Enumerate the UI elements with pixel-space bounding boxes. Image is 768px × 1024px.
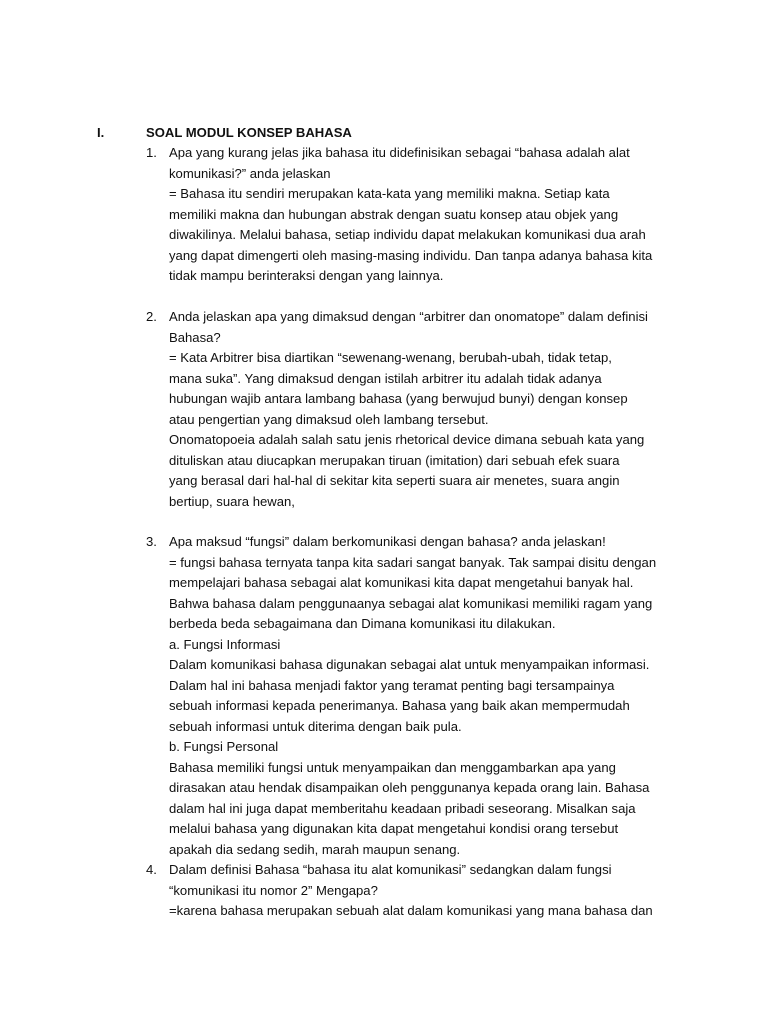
answer-line: =karena bahasa merupakan sebuah alat dalam komunikasi yang mana bahasa dan: [169, 903, 653, 918]
answer-line: hubungan wajib antara lambang bahasa (yang berwujud bunyi) dengan konsep: [169, 391, 628, 406]
question-number: 4.: [146, 862, 157, 877]
answer-line: melalui bahasa yang digunakan kita dapat mengetahui kondisi orang tersebut: [169, 821, 619, 836]
question-line: Bahasa?: [169, 329, 221, 345]
answer-line: = Bahasa itu sendiri merupakan kata-kata yang memiliki makna. Setiap kata: [169, 186, 610, 201]
section-title: SOAL MODUL KONSEP BAHASA: [146, 125, 352, 140]
question-number: 1.: [146, 145, 157, 160]
answer-line: = Kata Arbitrer bisa diartikan “sewenang-wenang, berubah-ubah, tidak tetap,: [169, 350, 612, 365]
answer-line: bertiup, suara hewan,: [169, 493, 295, 509]
question-line: Apa yang kurang jelas jika bahasa itu didefinisikan sebagai “bahasa adalah alat: [169, 145, 630, 160]
answer-line: berbeda beda sebagaimana dan Dimana komunikasi itu dilakukan.: [169, 616, 556, 631]
answer-line: memiliki makna dan hubungan abstrak dengan suatu konsep atau objek yang: [169, 206, 619, 222]
answer-line: sebuah informasi kepada penerimanya. Bahasa yang baik akan mempermudah: [169, 698, 630, 713]
question-line: “komunikasi itu nomor 2” Mengapa?: [169, 882, 378, 898]
answer-line: tidak mampu berinteraksi dengan yang lainnya.: [169, 268, 444, 283]
answer-line: diwakilinya. Melalui bahasa, setiap individu dapat melakukan komunikasi dua arah: [169, 227, 646, 242]
section-number: I.: [97, 125, 105, 140]
answer-line: dituliskan atau diucapkan merupakan tiruan (imitation) dari sebuah efek suara: [169, 452, 620, 468]
question-line: Dalam definisi Bahasa “bahasa itu alat komunikasi” sedangkan dalam fungsi: [169, 862, 612, 877]
question-number: 2.: [146, 309, 157, 324]
subheading-line: a. Fungsi Informasi: [169, 636, 281, 652]
question-line: Apa maksud “fungsi” dalam berkomunikasi dengan bahasa? anda jelaskan!: [169, 534, 606, 549]
answer-line: Dalam komunikasi bahasa digunakan sebagai alat untuk menyampaikan informasi.: [169, 657, 650, 672]
answer-line: Bahasa memiliki fungsi untuk menyampaikan dan menggambarkan apa yang: [169, 759, 616, 775]
answer-line: Bahwa bahasa dalam penggunaanya sebagai alat komunikasi memiliki ragam yang: [169, 595, 653, 611]
answer-line: yang berasal dari hal-hal di sekitar kita seperti suara air menetes, suara angin: [169, 473, 620, 488]
question-number: 3.: [146, 534, 157, 549]
answer-line: mempelajari bahasa sebagai alat komunikasi kita dapat mengetahui banyak hal.: [169, 575, 634, 590]
answer-line: Dalam hal ini bahasa menjadi faktor yang teramat penting bagi tersampainya: [169, 677, 615, 693]
answer-line: sebuah informasi untuk diterima dengan baik pula.: [169, 718, 462, 734]
answer-line: yang dapat dimengerti oleh masing-masing individu. Dan tanpa adanya bahasa kita: [169, 247, 653, 263]
question-line: Anda jelaskan apa yang dimaksud dengan “arbitrer dan onomatope” dalam definisi: [169, 309, 648, 324]
answer-line: Onomatopoeia adalah salah satu jenis rhetorical device dimana sebuah kata yang: [169, 432, 645, 447]
answer-line: mana suka”. Yang dimaksud dengan istilah arbitrer itu adalah tidak adanya: [169, 370, 602, 386]
answer-line: atau pengertian yang dimaksud oleh lambang tersebut.: [169, 411, 489, 427]
answer-line: dalam hal ini juga dapat memberitahu keadaan pribadi seseorang. Misalkan saja: [169, 800, 636, 816]
answer-line: apakah dia sedang sedih, marah maupun senang.: [169, 841, 461, 857]
answer-line: = fungsi bahasa ternyata tanpa kita sadari sangat banyak. Tak sampai disitu dengan: [169, 554, 657, 570]
answer-line: dirasakan atau hendak disampaikan oleh penggunanya kepada orang lain. Bahasa: [169, 780, 650, 795]
subheading-line: b. Fungsi Personal: [169, 739, 279, 754]
question-line: komunikasi?” anda jelaskan: [169, 165, 331, 181]
